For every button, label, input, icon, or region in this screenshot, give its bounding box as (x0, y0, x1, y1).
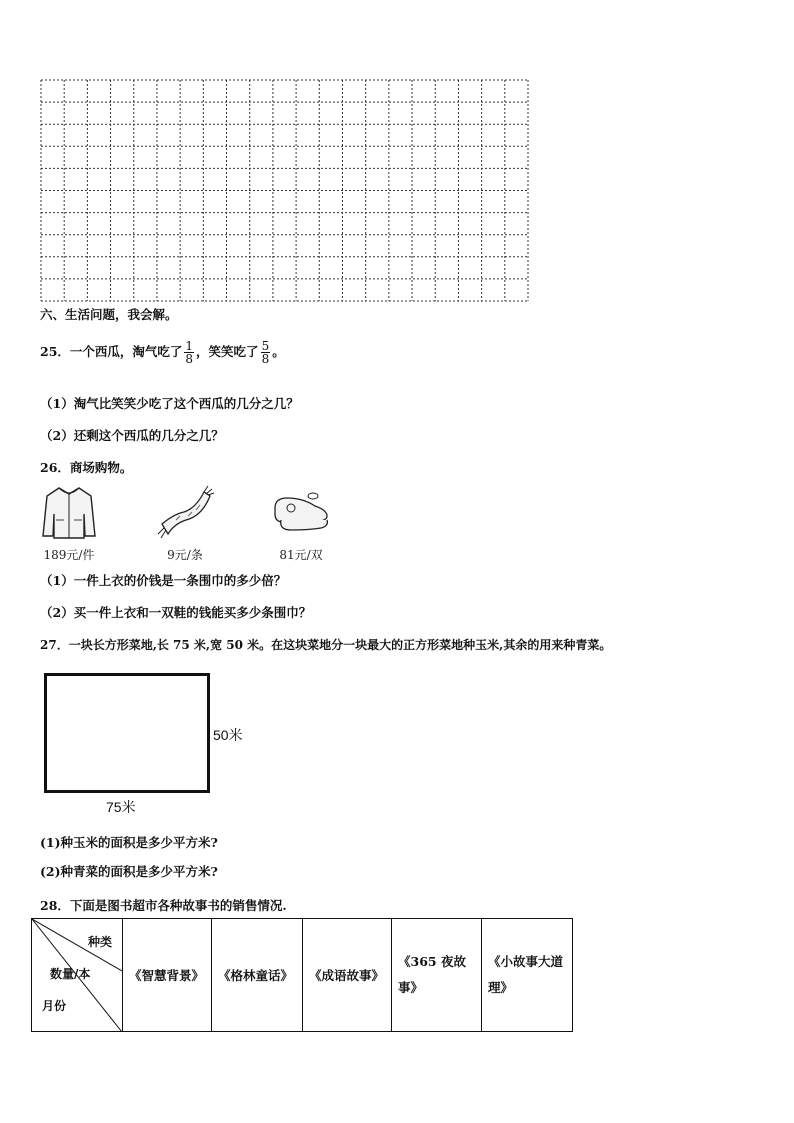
jacket-item (34, 484, 104, 563)
jacket-price: 189元/件 (43, 548, 95, 562)
book-column-header: 《小故事大道理》 (482, 919, 573, 1032)
shoes-item (266, 484, 336, 563)
q26-title: 26．商场购物。 (40, 460, 133, 475)
q25-sub1: （1）淘气比笑笑少吃了这个西瓜的几分之几？ (40, 396, 299, 411)
q27-sub2: (2)种青菜的面积是多少平方米? (40, 864, 218, 879)
q25-suffix: 。 (272, 344, 285, 359)
book-column-header: 《365 夜故事》 (392, 919, 482, 1032)
fraction-one-eighth: $\frac{1}{8}$ (185, 339, 194, 366)
section-title: 六、生活问题，我会解。 (40, 307, 178, 322)
scarf-icon (154, 484, 216, 542)
q25-sub2: （2）还剩这个西瓜的几分之几？ (40, 428, 224, 443)
jacket-icon (39, 484, 99, 542)
q27-sub1: (1)种玉米的面积是多少平方米? (40, 835, 218, 850)
fraction-five-eighths: $\frac{5}{8}$ (261, 339, 270, 366)
shoes-icon (269, 484, 333, 542)
field-width-label: 50米 (213, 727, 243, 743)
q27-title: 27．一块长方形菜地,长 75 米,宽 50 米。在这块菜地分一块最大的正方形菜地种玉米,其余的用来种青菜。 (40, 638, 612, 652)
book-column-header: 《成语故事》 (303, 919, 392, 1032)
vegetable-field-rectangle (44, 673, 210, 793)
question-25 (40, 340, 285, 365)
field-length-label: 75米 (106, 799, 136, 815)
header-qty: 数量/本 (50, 967, 91, 981)
book-column-header: 《格林童话》 (212, 919, 303, 1032)
header-month: 月份 (42, 999, 67, 1013)
q28-title: 28．下面是图书超市各种故事书的销售情况. (40, 898, 287, 913)
q26-sub2: （2）买一件上衣和一双鞋的钱能买多少条围巾？ (40, 605, 312, 620)
book-column-header: 《智慧背景》 (123, 919, 212, 1032)
shoes-price: 81元/双 (279, 548, 323, 562)
q25-middle: ，笑笑吃了 (196, 344, 259, 359)
table-header-diagonal-cell (32, 919, 123, 1032)
q26-sub1: （1）一件上衣的价钱是一条围巾的多少倍？ (40, 573, 287, 588)
scarf-price: 9元/条 (167, 548, 203, 562)
q25-prefix: 25．一个西瓜，淘气吃了 (40, 344, 183, 359)
writing-grid (40, 79, 529, 302)
scarf-item (150, 484, 220, 563)
header-type: 种类 (88, 935, 113, 949)
sales-table (31, 918, 573, 1032)
